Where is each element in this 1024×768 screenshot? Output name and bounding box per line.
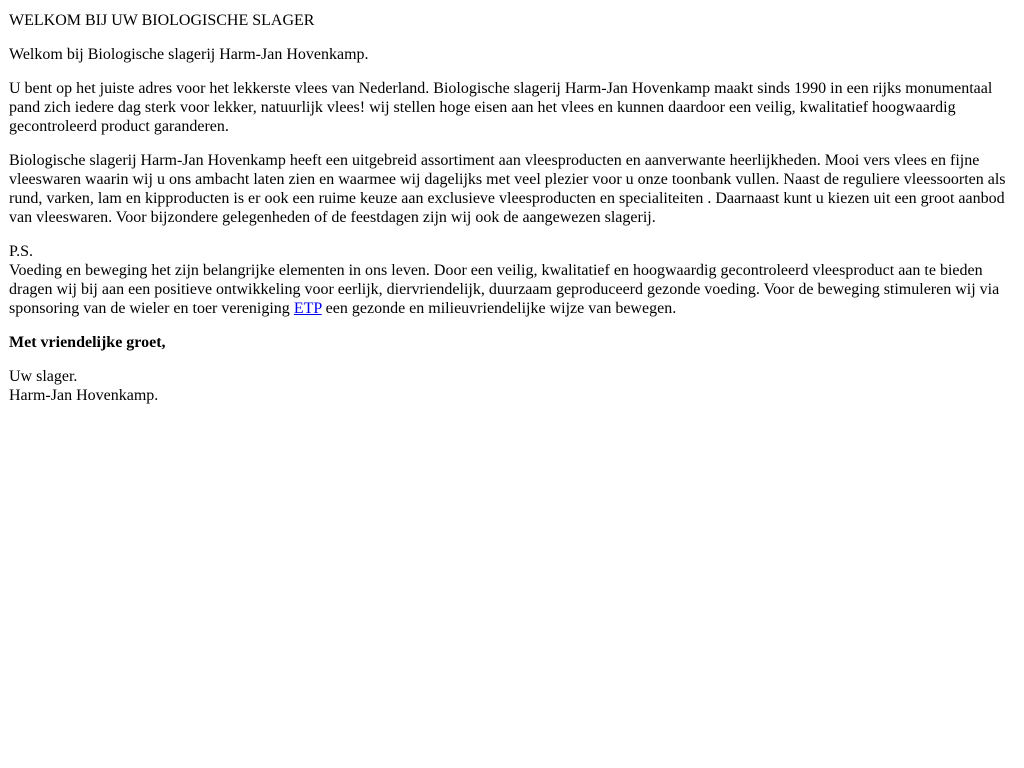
etp-link[interactable]: ETP xyxy=(293,300,322,317)
ps-paragraph xyxy=(9,242,1015,318)
signature-block xyxy=(9,367,1015,405)
paragraph-about: U bent op het juiste adres voor het lekkerste vlees van Nederland. Biologische slagerij Harm-Jan Hovenkamp maakt sinds 1990 in een rijks monumentaal pand zich iedere dag sterk voor lekker, natuurlijk vlees! wij stellen hoge eisen aan het vlees en kunnen daardoor een veilig, kwalitatief hoogwaardig gecontroleerd product garanderen. xyxy=(9,80,993,135)
closing-line: Met vriendelijke groet, xyxy=(9,334,166,351)
ps-label: P.S. xyxy=(9,243,34,260)
ps-text-before-link: Voeding en beweging het zijn belangrijke elementen in ons leven. Door een veilig, kwalitatief en hoogwaardig gecontroleerd vleesproduct aan te bieden dragen wij bij aan een positieve ontwikkeling voor eerlijk, diervriendelijk, duurzaam geproduceerd gezonde voeding. Voor de beweging stimuleren wij via sponsoring van de wieler en toer vereniging xyxy=(9,262,1000,317)
intro-text: Welkom bij Biologische slagerij Harm-Jan Hovenkamp. xyxy=(9,46,369,63)
signature-line-2: Harm-Jan Hovenkamp. xyxy=(9,387,159,404)
page-title: WELKOM BIJ UW BIOLOGISCHE SLAGER xyxy=(9,12,315,29)
ps-text-after-link: een gezonde en milieuvriendelijke wijze van bewegen. xyxy=(321,300,677,317)
signature-line-1: Uw slager. xyxy=(9,368,78,385)
paragraph-assortment: Biologische slagerij Harm-Jan Hovenkamp heeft een uitgebreid assortiment aan vleesproducten en aanverwante heerlijkheden. Mooi vers vlees en fijne vleeswaren waarin wij u ons ambacht laten zien en waarmee wij dagelijks met veel plezier voor u onze toonbank vullen. Naast de reguliere vleessoorten als rund, varken, lam en kipproducten is er ook een ruime keuze aan exclusieve vleesproducten en specialiteiten . Daarnaast kunt u kiezen uit een groot aanbod van vleeswaren. Voor bijzondere gelegenheden of de feestdagen zijn wij ook de aangewezen slagerij. xyxy=(9,152,1006,226)
